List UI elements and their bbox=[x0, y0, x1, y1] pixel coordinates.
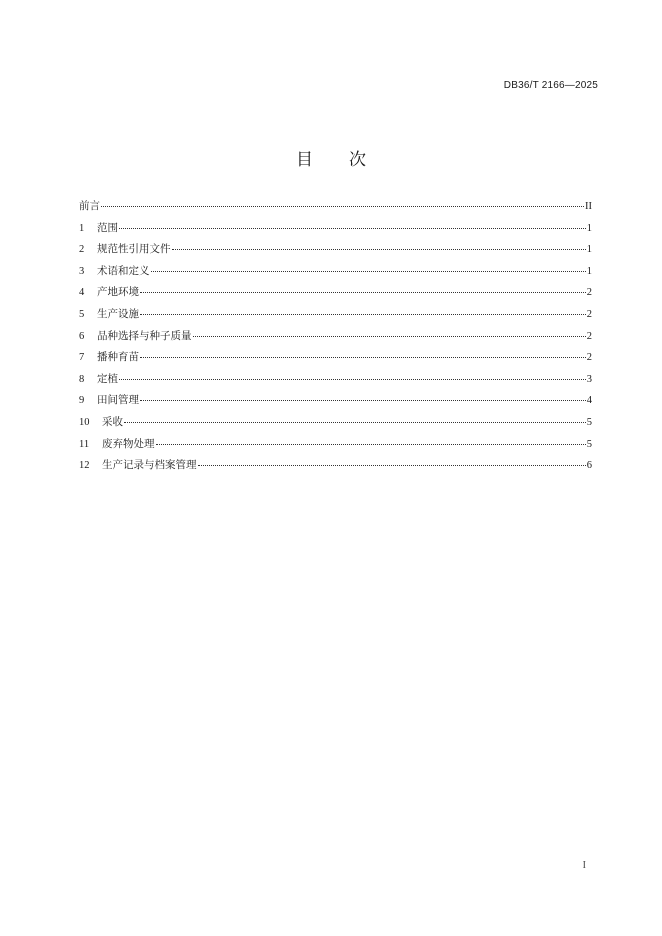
toc-entry-page: 3 bbox=[586, 373, 592, 385]
toc-entry-page: 2 bbox=[586, 287, 592, 299]
title-char-1: 目 bbox=[296, 150, 313, 170]
toc-dot-leader bbox=[140, 400, 586, 401]
toc-entry-number: 3 bbox=[79, 265, 85, 277]
toc-entry-label: 生产记录与档案管理 bbox=[102, 460, 197, 472]
toc-entry[interactable] bbox=[79, 394, 592, 416]
toc-entry-label: 田间管理 bbox=[97, 395, 139, 407]
standard-code: DB36/T 2166—2025 bbox=[503, 80, 598, 91]
toc-entry-label: 废弃物处理 bbox=[102, 438, 155, 450]
toc-entry-number: 7 bbox=[79, 352, 85, 364]
table-of-contents bbox=[79, 200, 592, 481]
toc-entry[interactable] bbox=[79, 459, 592, 481]
toc-dot-leader bbox=[140, 314, 586, 315]
toc-dot-leader bbox=[119, 379, 586, 380]
toc-dot-leader bbox=[140, 292, 586, 293]
toc-dot-leader bbox=[156, 444, 586, 445]
toc-entry-number: 11 bbox=[79, 438, 90, 450]
toc-entry[interactable] bbox=[79, 351, 592, 373]
toc-entry-number: 5 bbox=[79, 308, 85, 320]
toc-entry-page: 4 bbox=[586, 395, 592, 407]
toc-entry-number: 6 bbox=[79, 330, 85, 342]
toc-entry-page: 5 bbox=[586, 416, 592, 428]
toc-entry[interactable] bbox=[79, 222, 592, 244]
toc-entry-page: 1 bbox=[586, 244, 592, 256]
toc-entry-label: 品种选择与种子质量 bbox=[97, 330, 192, 342]
toc-entry[interactable] bbox=[79, 286, 592, 308]
toc-entry-label: 生产设施 bbox=[97, 308, 139, 320]
toc-entry-label: 前言 bbox=[79, 201, 100, 212]
toc-entry-label: 术语和定义 bbox=[97, 265, 150, 277]
toc-dot-leader bbox=[140, 357, 586, 358]
toc-entry-page: 2 bbox=[586, 330, 592, 342]
toc-entry[interactable] bbox=[79, 265, 592, 287]
toc-dot-leader bbox=[119, 228, 586, 229]
toc-entry-number: 9 bbox=[79, 395, 85, 407]
toc-dot-leader bbox=[198, 465, 586, 466]
toc-entry[interactable] bbox=[79, 416, 592, 438]
toc-entry-page: 1 bbox=[586, 265, 592, 277]
toc-entry-label: 播种育苗 bbox=[97, 352, 139, 364]
page-title bbox=[0, 145, 662, 170]
toc-entry-number: 10 bbox=[79, 416, 90, 428]
toc-entry-label: 采收 bbox=[102, 416, 123, 428]
toc-entry[interactable] bbox=[79, 373, 592, 395]
toc-entry[interactable] bbox=[79, 243, 592, 265]
toc-entry[interactable] bbox=[79, 330, 592, 352]
toc-entry-label: 定植 bbox=[97, 373, 118, 385]
toc-entry-number: 2 bbox=[79, 244, 85, 256]
toc-entry-label: 产地环境 bbox=[97, 287, 139, 299]
toc-entry-page: 2 bbox=[586, 308, 592, 320]
toc-entry[interactable] bbox=[79, 200, 592, 222]
toc-entry[interactable] bbox=[79, 308, 592, 330]
title-char-2: 次 bbox=[349, 150, 366, 170]
toc-dot-leader bbox=[151, 271, 586, 272]
toc-entry-number: 8 bbox=[79, 373, 85, 385]
toc-entry-label: 范围 bbox=[97, 222, 118, 234]
toc-dot-leader bbox=[124, 422, 586, 423]
toc-entry-page: 1 bbox=[586, 222, 592, 234]
toc-entry-page: 2 bbox=[586, 352, 592, 364]
toc-entry-number: 12 bbox=[79, 460, 90, 472]
toc-entry[interactable] bbox=[79, 438, 592, 460]
page-number: I bbox=[582, 860, 586, 871]
toc-dot-leader bbox=[101, 206, 584, 207]
toc-entry-number: 4 bbox=[79, 287, 85, 299]
toc-dot-leader bbox=[172, 249, 586, 250]
toc-entry-label: 规范性引用文件 bbox=[97, 244, 171, 256]
toc-entry-page: 6 bbox=[586, 460, 592, 472]
toc-entry-page: II bbox=[585, 201, 592, 212]
toc-dot-leader bbox=[193, 336, 586, 337]
toc-entry-page: 5 bbox=[586, 438, 592, 450]
toc-entry-number: 1 bbox=[79, 222, 85, 234]
